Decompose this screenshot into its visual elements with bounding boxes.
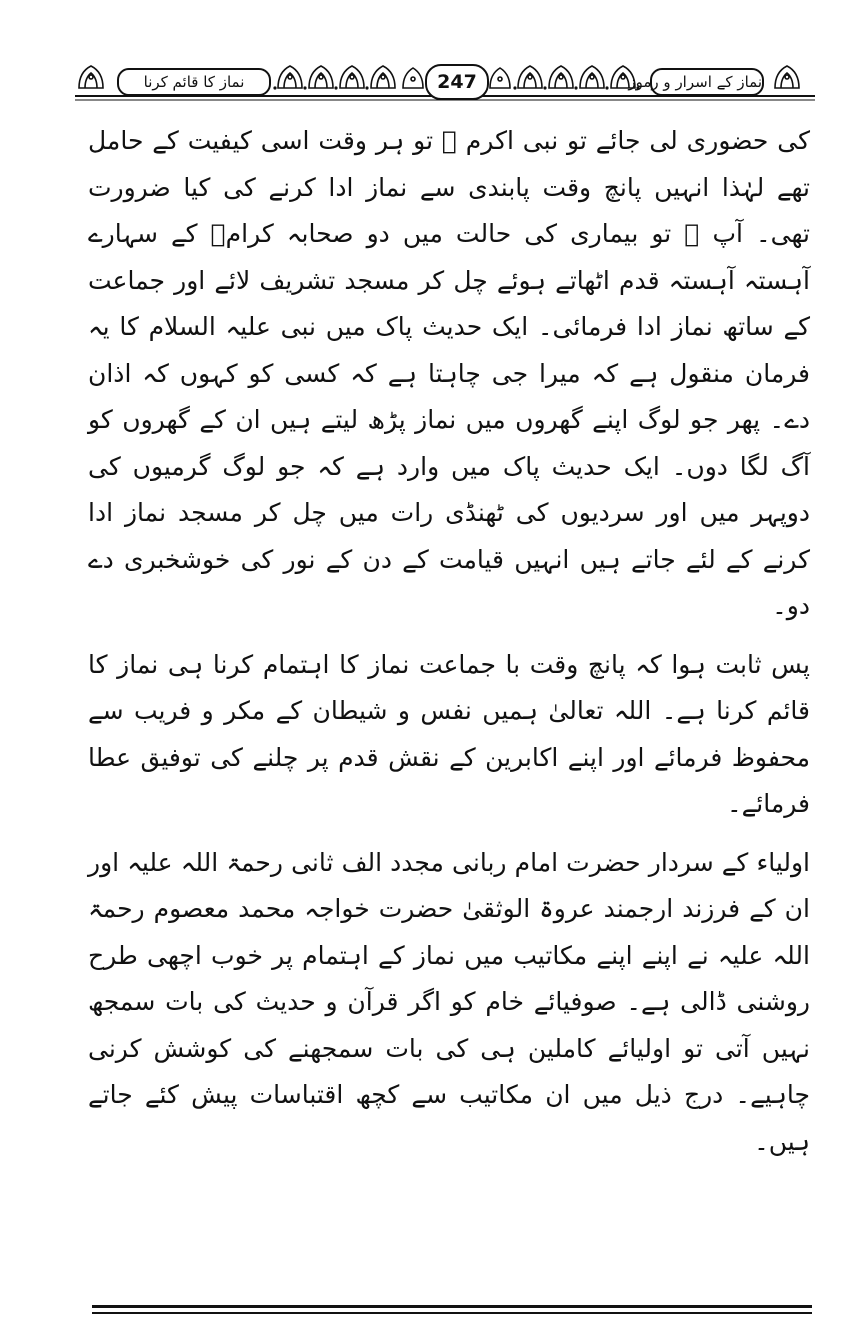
paragraph-conclusion: پس ثابت ہوا کہ پانچ وقت با جماعت نماز کا اہتمام کرنا ہی نماز کا قائم کرنا ہے۔ اللہ تعالیٰ ہمیں نفس و شیطان کے مکر و فریب سے محفوظ فرمائے اور اپنے اکابرین کے نقش قدم پر چلنے کی توفیق عطا فرمائے۔ (88, 649, 810, 818)
page-header (75, 58, 815, 104)
footer-divider-thin (92, 1312, 812, 1314)
page-number: 247 (425, 64, 489, 100)
footer-divider (92, 1305, 812, 1308)
paragraph-awliya: اولیاء کے سردار حضرت امام ربانی مجدد الف ثانی رحمۃ اللہ علیہ اور ان کے فرزند ارجمند عروۃ الوثقیٰ حضرت خواجہ محمد معصوم رحمۃ اللہ علیہ نے اپنے اپنے مکاتیب میں نماز کے اہتمام پر خوب اچھی طرح روشنی ڈالی ہے۔ صوفیائے خام کو اگر قرآن و حدیث کی بات سمجھ نہیں آتی تو اولیائے کاملین ہی کی بات سمجھنے کی کوشش کرنی چاہیے۔ درج ذیل میں ان مکاتیب سے کچھ اقتباسات پیش کئے جاتے ہیں۔ (88, 847, 810, 1156)
page-body (88, 118, 810, 1165)
paragraph-hadith: کی حضوری لی جائے تو نبی اکرم ﷺ تو ہر وقت اسی کیفیت کے حامل تھے لہٰذا انہیں پانچ وقت پابندی سے نماز ادا کرنے کی کیا ضرورت تھی۔ آپ ﷺ تو بیماری کی حالت میں دو صحابہ کرامؓ کے سہارے آہستہ آہستہ قدم اٹھاتے ہوئے چل کر مسجد تشریف لائے اور جماعت کے ساتھ نماز ادا فرمائی۔ ایک حدیث پاک میں نبی علیہ السلام کا یہ فرمان منقول ہے کہ میرا جی چاہتا ہے کہ کسی کو کہوں کہ اذان دے۔ پھر جو لوگ اپنے گھروں میں نماز پڑھ لیتے ہیں ان کے گھروں کو آگ لگا دوں۔ ایک حدیث پاک میں وارد ہے کہ جو لوگ گرمیوں کی دوپہر میں اور سردیوں کی ٹھنڈی رات میں چل کر مسجد نماز ادا کرنے کے لئے جاتے ہیں انہیں قیامت کے دن کے نور کی خوشخبری دے دو۔ (88, 126, 810, 620)
book-title: نماز کے اسرار و رموز (650, 68, 764, 96)
chapter-title: نماز کا قائم کرنا (117, 68, 271, 96)
